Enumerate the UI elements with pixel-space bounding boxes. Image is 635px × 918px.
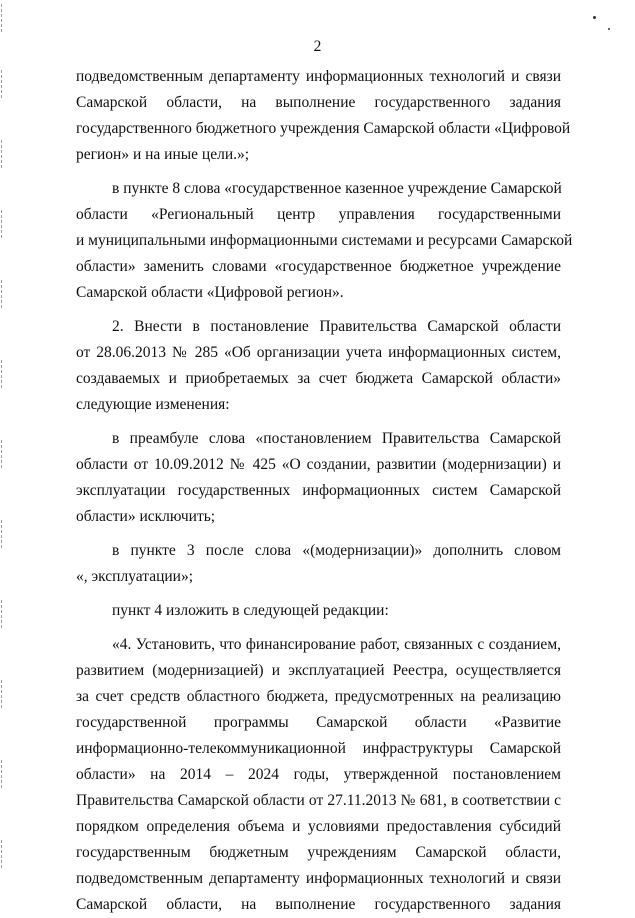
text-line: создаваемых и приобретаемых за счет бюджета Самарской области» [76,370,561,387]
paragraph-gap [76,590,561,598]
text-line: «, эксплуатации»; [76,568,194,585]
text-line: и муниципальными информационными системами и ресурсами Самарской [76,232,573,249]
text-line: в преамбуле слова «постановлением Правительства Самарской [112,430,561,447]
text-line: информационно-телекоммуникационной инфраструктуры Самарской [76,740,561,757]
text-line: 2. Внести в постановление Правительства Самарской области [112,318,561,335]
scan-edge-marks [1,0,4,905]
text-line: порядком определения объема и условиями предоставления субсидий [76,818,561,835]
page-number: 2 [313,38,322,55]
text-line: пункт 4 изложить в следующей редакции: [112,602,389,619]
text-line: в пункте 8 слова «государственное казенное учреждение Самарской [112,180,562,197]
text-line: «4. Установить, что финансирование работ, связанных с созданием, [112,636,561,653]
text-line: государственной программы Самарской области «Развитие [76,714,561,731]
text-line: эксплуатации государственных информационных систем Самарской [76,482,561,499]
paragraph-gap [76,530,561,538]
text-line: области» исключить; [76,508,216,525]
text-line: области» заменить словами «государственное бюджетное учреждение [76,258,561,275]
text-line: за счет средств областного бюджета, предусмотренных на реализацию [76,688,561,705]
paragraph-gap [76,168,561,176]
text-line: Правительства Самарской области от 27.11.2013 № 681, в соответствии с [76,792,561,809]
text-line: подведомственным департаменту информационных технологий и связи [76,68,561,85]
text-line: подведомственным департаменту информационных технологий и связи [76,870,561,887]
text-line: развитием (модернизацией) и эксплуатацией Реестра, осуществляется [76,662,561,679]
paragraph-gap [76,306,561,314]
document-body [76,64,573,918]
paragraph-gap [76,418,561,426]
scan-speck [593,16,596,19]
scan-speck [608,28,610,30]
text-line: области «Региональный центр управления государственными [76,206,561,223]
text-line: Самарской области, на выполнение государственного задания [76,94,561,111]
text-line: от 28.06.2013 № 285 «Об организации учета информационных систем, [76,344,561,361]
text-line: в пункте 3 после слова «(модернизации)» дополнить словом [112,542,561,559]
text-line: Самарской области «Цифровой регион». [76,284,344,301]
text-line: государственным бюджетным учреждениям Самарской области, [76,844,561,861]
text-line: области от 10.09.2012 № 425 «О создании, развитии (модернизации) и [76,456,561,473]
text-line: Самарской области, на выполнение государственного задания [76,896,561,913]
text-line: области» на 2014 – 2024 годы, утвержденной постановлением [76,766,561,783]
text-line: государственного бюджетного учреждения Самарской области «Цифровой [76,120,571,137]
paragraph-gap [76,624,561,632]
text-line: регион» и на иные цели.»; [76,146,250,163]
text-line: следующие изменения: [76,396,230,413]
